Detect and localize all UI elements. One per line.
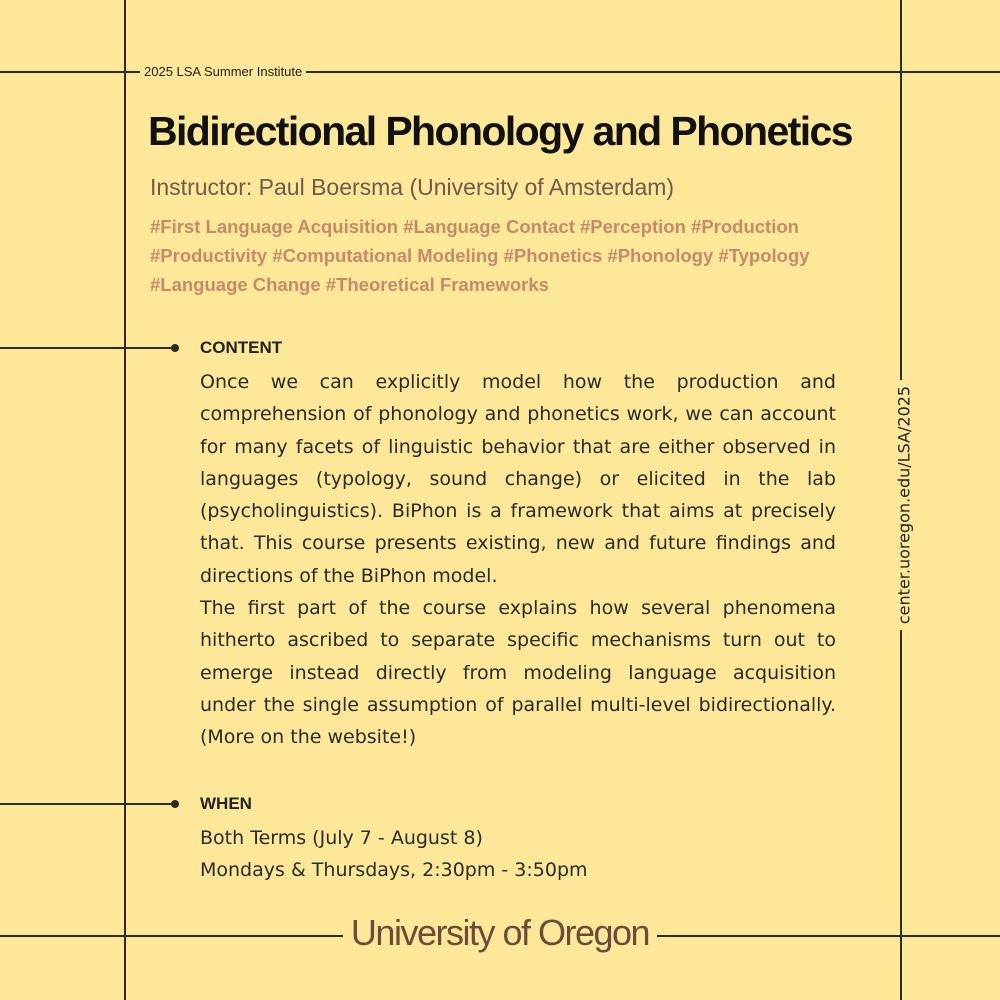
frame-line-left [124,0,126,1000]
when-schedule: Mondays & Thursdays, 2:30pm - 3:50pm [200,859,588,881]
page-title: Bidirectional Phonology and Phonetics [148,108,852,154]
instructor-line: Instructor: Paul Boersma (University of Amsterdam) [150,174,675,200]
footer-institution-logo: University of Oregon [343,912,657,953]
content-bullet-dot [171,344,179,352]
when-body [200,822,840,886]
when-bullet-dot [171,800,179,808]
when-terms: Both Terms (July 7 - August 8) [200,827,483,849]
content-paragraph-2: The first part of the course explains how several phenomena hitherto ascribed to separate specific mechanisms turn out to emerge instead directly from modeling language acquisition under the single assumption of parallel multi-level bidirectionally. (More on the website!) [200,597,836,749]
side-url-link[interactable]: center.uoregon.edu/LSA/2025 [895,380,914,630]
when-connector-line [0,803,176,805]
content-paragraph-1: Once we can explicitly model how the production and comprehension of phonology and phonetics work, we can account for many facets of linguistic behavior that are either observed in languages (typology, sound change) or elicited in the lab (psycholinguistics). BiPhon is a framework that aims at precisely that. This course presents existing, new and future findings and directions of the BiPhon model. [200,371,836,587]
event-label: 2025 LSA Summer Institute [140,64,306,79]
footer [0,912,1000,954]
topic-tags: #First Language Acquisition #Language Contact #Perception #Production #Productivity #Computational Modeling #Phonetics #Phonology #Typology #Language Change #Theoretical Frameworks [150,216,810,295]
when-heading: WHEN [200,794,252,813]
content-body [200,366,836,754]
content-heading: CONTENT [200,338,283,357]
content-connector-line [0,347,176,349]
side-url-container [884,360,924,650]
